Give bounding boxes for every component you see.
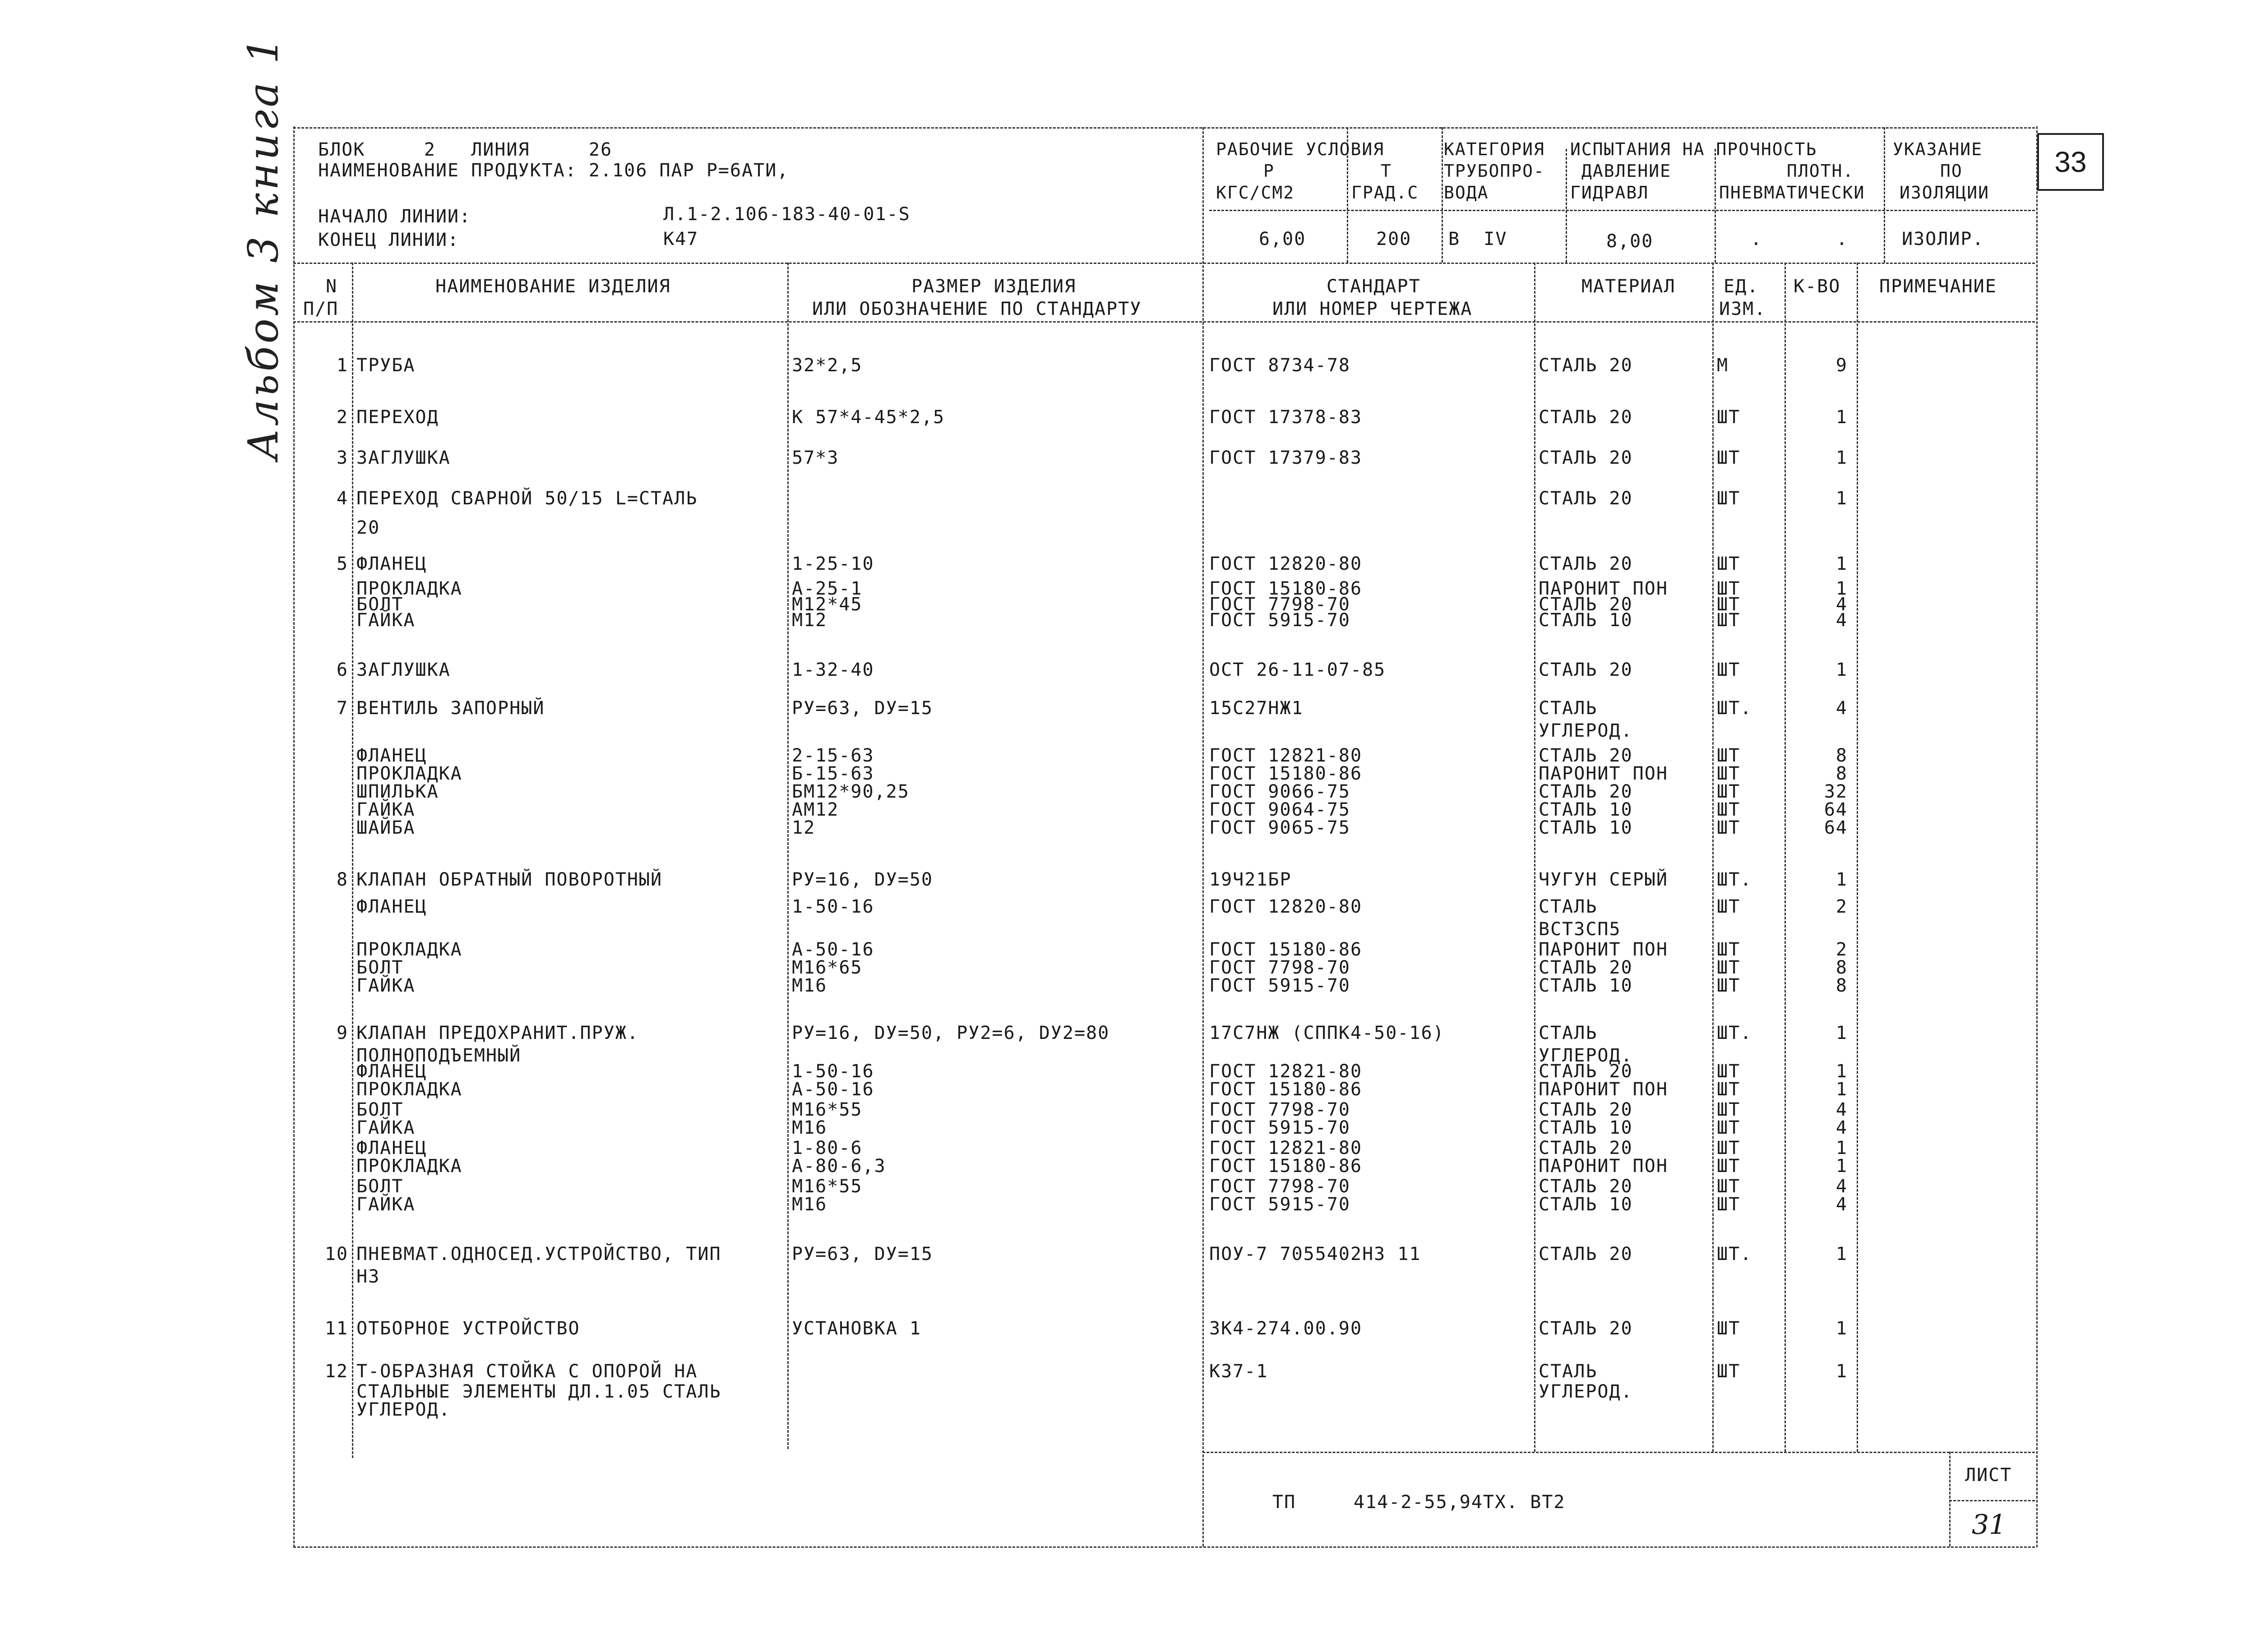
row-unit: ШТ xyxy=(1717,1138,1741,1158)
cond-test-heading: ИСПЫТАНИЯ НА ПРОЧНОСТЬ xyxy=(1570,139,1817,159)
row-qty: 8 xyxy=(1835,763,1848,784)
row-material: СТАЛЬ 20 xyxy=(1539,1099,1633,1120)
row-material: СТАЛЬ 20 xyxy=(1539,355,1633,376)
row-size: РУ=16, DУ=50, РУ2=6, DУ2=80 xyxy=(792,1023,1110,1043)
row-material: СТАЛЬ 20 xyxy=(1539,1138,1633,1158)
row-material: СТАЛЬ 10 xyxy=(1539,1194,1633,1215)
row-size: А-50-16 xyxy=(792,939,874,960)
row-number: 3 xyxy=(336,448,348,468)
cond-rule-2 xyxy=(1442,127,1443,263)
row-size: РУ=63, DУ=15 xyxy=(792,1244,933,1264)
row-name: КЛАПАН ОБРАТНЫЙ ПОВОРОТНЫЙ xyxy=(356,869,663,890)
row-name: ФЛАНЕЦ xyxy=(356,896,427,917)
cond-water-label: ВОДА xyxy=(1444,183,1489,203)
row-unit: ШТ xyxy=(1717,763,1741,784)
col-rule-name xyxy=(787,263,789,1449)
row-qty: 1 xyxy=(1835,554,1848,574)
row-material: СТАЛЬ 10 xyxy=(1539,975,1633,996)
col-header-std-sub: ИЛИ НОМЕР ЧЕРТЕЖА xyxy=(1272,299,1473,319)
row-material: СТАЛЬ 10 xyxy=(1539,610,1633,631)
row-name: ГАЙКА xyxy=(356,610,416,631)
cond-category-heading: КАТЕГОРИЯ xyxy=(1444,139,1545,159)
row-qty: 9 xyxy=(1835,355,1848,376)
row-size: АМ12 xyxy=(792,799,839,820)
row-unit: ШТ xyxy=(1717,799,1741,820)
row-unit: ШТ xyxy=(1717,1079,1741,1100)
row-unit: ШТ xyxy=(1717,957,1741,978)
row-material: СТАЛЬ 20 xyxy=(1539,1244,1633,1264)
row-name: ЗАГЛУШКА xyxy=(356,660,451,680)
row-size: А-50-16 xyxy=(792,1079,874,1100)
col-header-material: МАТЕРИАЛ xyxy=(1581,276,1676,297)
rule-footer-top xyxy=(1202,1452,2035,1453)
row-unit: ШТ xyxy=(1717,610,1741,631)
row-size: 12 xyxy=(792,817,816,838)
cond-category-value: В IV xyxy=(1448,229,1507,249)
row-name: ВЕНТИЛЬ ЗАПОРНЫЙ xyxy=(356,698,545,719)
row-size: М16*55 xyxy=(792,1176,863,1197)
row-unit: ШТ xyxy=(1717,594,1741,615)
row-unit: ШТ xyxy=(1717,975,1741,996)
col-header-qty: К-ВО xyxy=(1794,276,1841,297)
row-qty: 1 xyxy=(1835,1061,1848,1082)
cond-rule-5 xyxy=(1884,127,1885,263)
row-qty: 1 xyxy=(1835,1244,1848,1264)
row-standard: К37-1 xyxy=(1209,1361,1268,1382)
row-name: БОЛТ xyxy=(356,1099,404,1120)
row-material: СТАЛЬ xyxy=(1539,1023,1598,1043)
row-size: 1-50-16 xyxy=(792,896,874,917)
row-size: М16 xyxy=(792,1117,828,1138)
row-unit: ШТ xyxy=(1717,660,1741,680)
row-qty: 4 xyxy=(1835,1117,1848,1138)
footer-tp: ТП xyxy=(1272,1492,1296,1513)
row-standard: ГОСТ 9065-75 xyxy=(1209,817,1350,838)
row-qty: 64 xyxy=(1824,817,1848,838)
row-size: 1-80-6 xyxy=(792,1138,863,1158)
cond-t-unit: ГРАД.С xyxy=(1351,183,1419,203)
row-standard: ГОСТ 12821-80 xyxy=(1209,745,1363,766)
col-header-size-sub: ИЛИ ОБОЗНАЧЕНИЕ ПО СТАНДАРТУ xyxy=(812,299,1142,319)
cond-pneum-value: . xyxy=(1751,229,1763,249)
row-unit: ШТ xyxy=(1717,896,1741,917)
row-name: ПРОКЛАДКА xyxy=(356,1079,462,1100)
row-material: ПАРОНИТ ПОН xyxy=(1539,1079,1668,1100)
sheet-rule xyxy=(1949,1452,1951,1546)
col-header-name: НАИМЕНОВАНИЕ ИЗДЕЛИЯ xyxy=(435,276,671,297)
col-header-note: ПРИМЕЧАНИЕ xyxy=(1879,276,1997,297)
row-name: ГАЙКА xyxy=(356,799,416,820)
row-unit: М xyxy=(1717,355,1729,376)
row-name: ПОЛНОПОДЪЕМНЫЙ xyxy=(356,1045,522,1066)
row-standard: ГОСТ 15180-86 xyxy=(1209,763,1363,784)
line-end-value: К47 xyxy=(663,229,699,249)
row-qty: 1 xyxy=(1835,1138,1848,1158)
cond-p-label: Р xyxy=(1263,161,1275,181)
rule-cond-mid xyxy=(1209,210,2035,211)
row-size: УСТАНОВКА 1 xyxy=(792,1318,921,1339)
row-size: 32*2,5 xyxy=(792,355,863,376)
row-material: ВСТ3СП5 xyxy=(1539,919,1621,940)
row-standard: ГОСТ 9064-75 xyxy=(1209,799,1350,820)
row-qty: 32 xyxy=(1824,781,1848,802)
row-standard: ГОСТ 8734-78 xyxy=(1209,355,1350,376)
footer-doc-number: 414-2-55,94ТХ. ВТ2 xyxy=(1354,1492,1566,1513)
line-end-label: КОНЕЦ ЛИНИИ: xyxy=(318,230,459,250)
row-qty: 1 xyxy=(1835,1361,1848,1382)
row-qty: 2 xyxy=(1835,896,1848,917)
row-qty: 1 xyxy=(1835,1023,1848,1043)
row-material: СТАЛЬ 10 xyxy=(1539,1117,1633,1138)
row-name: КЛАПАН ПРЕДОХРАНИТ.ПРУЖ. xyxy=(356,1023,639,1043)
col-header-n: N xyxy=(326,276,338,297)
row-name: БОЛТ xyxy=(356,1176,404,1197)
col-rule-size xyxy=(1202,127,1204,1546)
row-name: ФЛАНЕЦ xyxy=(356,1138,427,1158)
row-name: НЗ xyxy=(356,1266,380,1287)
cond-hydr-value: 8,00 xyxy=(1606,231,1654,252)
row-standard: ГОСТ 7798-70 xyxy=(1209,594,1350,615)
row-material: СТАЛЬ 20 xyxy=(1539,407,1633,428)
row-material: СТАЛЬ 20 xyxy=(1539,594,1633,615)
row-unit: ШТ xyxy=(1717,1318,1741,1339)
row-name: ГАЙКА xyxy=(356,975,416,996)
row-size: К 57*4-45*2,5 xyxy=(792,407,945,428)
row-size: Б-15-63 xyxy=(792,763,874,784)
row-qty: 8 xyxy=(1835,745,1848,766)
row-qty: 4 xyxy=(1835,1099,1848,1120)
row-size: М16 xyxy=(792,1194,828,1215)
row-size: БМ12*90,25 xyxy=(792,781,910,802)
row-number: 2 xyxy=(336,407,348,428)
row-name: СТАЛЬНЫЕ ЭЛЕМЕНТЫ ДЛ.1.05 СТАЛЬ xyxy=(356,1381,721,1402)
row-qty: 4 xyxy=(1835,610,1848,631)
row-material: ПАРОНИТ ПОН xyxy=(1539,763,1668,784)
cond-work-heading: РАБОЧИЕ УСЛОВИЯ xyxy=(1216,139,1385,159)
row-standard: ГОСТ 17379-83 xyxy=(1209,448,1363,468)
row-material: ПАРОНИТ ПОН xyxy=(1539,939,1668,960)
rule-header-bottom xyxy=(293,263,2035,264)
row-standard: ГОСТ 15180-86 xyxy=(1209,1079,1363,1100)
row-size: 1-32-40 xyxy=(792,660,874,680)
row-number: 9 xyxy=(336,1023,348,1043)
row-unit: ШТ xyxy=(1717,1361,1741,1382)
row-standard: ГОСТ 12820-80 xyxy=(1209,896,1363,917)
row-standard: 17С7НЖ (СППК4-50-16) xyxy=(1209,1023,1445,1043)
col-header-unit-sub: ИЗМ. xyxy=(1719,299,1766,319)
row-qty: 4 xyxy=(1835,1194,1848,1215)
rule-sheet-mid xyxy=(1949,1500,2035,1501)
row-standard: ГОСТ 5915-70 xyxy=(1209,1117,1350,1138)
row-standard: ПОУ-7 7055402НЗ 11 xyxy=(1209,1244,1421,1264)
line-start-label: НАЧАЛО ЛИНИИ: xyxy=(318,206,472,227)
row-number: 8 xyxy=(336,869,348,890)
cond-rule-3 xyxy=(1566,149,1567,263)
row-standard: ЗК4-274.00.90 xyxy=(1209,1318,1363,1339)
row-standard: ГОСТ 7798-70 xyxy=(1209,1176,1350,1197)
row-name: БОЛТ xyxy=(356,957,404,978)
row-name: Т-ОБРАЗНАЯ СТОЙКА С ОПОРОЙ НА xyxy=(356,1361,698,1382)
row-standard: 19Ч21БР xyxy=(1209,869,1292,890)
row-number: 11 xyxy=(324,1318,348,1339)
row-qty: 1 xyxy=(1835,660,1848,680)
col-rule-mat xyxy=(1712,263,1714,1452)
row-standard: ГОСТ 5915-70 xyxy=(1209,610,1350,631)
row-name: 20 xyxy=(356,517,380,538)
footer-sheet-value: 31 xyxy=(1972,1509,2006,1541)
row-qty: 2 xyxy=(1835,939,1848,960)
row-material: СТАЛЬ 20 xyxy=(1539,745,1633,766)
cond-t-label: Т xyxy=(1381,161,1392,181)
row-qty: 1 xyxy=(1835,869,1848,890)
row-name: ГАЙКА xyxy=(356,1194,416,1215)
row-size: 1-25-10 xyxy=(792,554,874,574)
row-name: ОТБОРНОЕ УСТРОЙСТВО xyxy=(356,1318,580,1339)
col-header-np: П/П xyxy=(303,299,339,319)
row-material: ЧУГУН СЕРЫЙ xyxy=(1539,869,1668,890)
row-unit: ШТ xyxy=(1717,554,1741,574)
rule-bottom xyxy=(293,1546,2035,1548)
row-name: ПЕРЕХОД СВАРНОЙ 50/15 L=СТАЛЬ xyxy=(356,488,698,509)
row-size: 57*3 xyxy=(792,448,839,468)
row-unit: ШТ xyxy=(1717,1156,1741,1177)
row-standard: ГОСТ 12821-80 xyxy=(1209,1138,1363,1158)
row-unit: ШТ xyxy=(1717,448,1741,468)
row-unit: ШТ. xyxy=(1717,869,1752,890)
row-unit: ШТ. xyxy=(1717,1023,1752,1043)
row-material: СТАЛЬ 20 xyxy=(1539,1318,1633,1339)
row-unit: ШТ. xyxy=(1717,1244,1752,1264)
row-size: 1-50-16 xyxy=(792,1061,874,1082)
row-material: СТАЛЬ 20 xyxy=(1539,488,1633,509)
row-qty: 1 xyxy=(1835,578,1848,599)
cond-insul-value: ИЗОЛИР. xyxy=(1902,229,1984,249)
row-standard: ГОСТ 15180-86 xyxy=(1209,578,1363,599)
row-standard: ГОСТ 15180-86 xyxy=(1209,1156,1363,1177)
footer-sheet-label: ЛИСТ xyxy=(1965,1465,2012,1486)
row-unit: ШТ xyxy=(1717,939,1741,960)
cond-p-value: 6,00 xyxy=(1259,229,1306,249)
row-name: БОЛТ xyxy=(356,594,404,615)
col-rule-qty xyxy=(1857,263,1858,1452)
cond-rule-4 xyxy=(1715,149,1716,263)
row-name: ЗАГЛУШКА xyxy=(356,448,451,468)
row-size: А-25-1 xyxy=(792,578,863,599)
row-material: СТАЛЬ xyxy=(1539,896,1598,917)
row-size: РУ=63, DУ=15 xyxy=(792,698,933,719)
row-qty: 4 xyxy=(1835,1176,1848,1197)
header-block-line: БЛОК 2 ЛИНИЯ 26 xyxy=(318,139,613,160)
cond-po-label: ПО xyxy=(1940,161,1963,181)
sheet-number-box: 33 xyxy=(2037,133,2104,191)
cond-density-value: . xyxy=(1836,229,1849,249)
row-material: СТАЛЬ xyxy=(1539,698,1598,719)
row-number: 10 xyxy=(324,1244,348,1264)
row-unit: ШТ xyxy=(1717,488,1741,509)
row-qty: 1 xyxy=(1835,448,1848,468)
row-number: 6 xyxy=(336,660,348,680)
row-standard: ГОСТ 7798-70 xyxy=(1209,1099,1350,1120)
row-name: ШПИЛЬКА xyxy=(356,781,439,802)
rule-top xyxy=(293,127,2035,129)
row-name: ФЛАНЕЦ xyxy=(356,1061,427,1082)
row-qty: 1 xyxy=(1835,488,1848,509)
row-name: ПЕРЕХОД xyxy=(356,407,439,428)
col-rule-std xyxy=(1534,263,1535,1452)
row-material: ПАРОНИТ ПОН xyxy=(1539,1156,1668,1177)
row-name: ШАЙБА xyxy=(356,817,416,838)
row-size: М16 xyxy=(792,975,828,996)
header-product-line: НАИМЕНОВАНИЕ ПРОДУКТА: 2.106 ПАР Р=6АТИ, xyxy=(318,160,789,181)
row-standard: ГОСТ 12820-80 xyxy=(1209,554,1363,574)
row-unit: ШТ xyxy=(1717,1194,1741,1215)
row-material: СТАЛЬ 20 xyxy=(1539,554,1633,574)
row-standard: ГОСТ 15180-86 xyxy=(1209,939,1363,960)
cond-pneum-label: ПНЕВМАТИЧЕСКИ xyxy=(1719,183,1865,203)
row-name: ФЛАНЕЦ xyxy=(356,745,427,766)
row-standard: ГОСТ 17378-83 xyxy=(1209,407,1363,428)
row-number: 1 xyxy=(336,355,348,376)
row-standard: ГОСТ 5915-70 xyxy=(1209,1194,1350,1215)
col-header-unit: ЕД. xyxy=(1724,276,1759,297)
row-qty: 64 xyxy=(1824,799,1848,820)
row-size: М16*65 xyxy=(792,957,863,978)
row-material: УГЛЕРОД. xyxy=(1539,720,1633,741)
row-standard: ОСТ 26-11-07-85 xyxy=(1209,660,1386,680)
row-unit: ШТ xyxy=(1717,817,1741,838)
row-qty: 1 xyxy=(1835,407,1848,428)
row-material: СТАЛЬ 10 xyxy=(1539,817,1633,838)
row-material: ПАРОНИТ ПОН xyxy=(1539,578,1668,599)
cond-hydr-label: ГИДРАВЛ xyxy=(1570,183,1649,203)
margin-note: Альбом 3 книга 1 xyxy=(239,34,287,460)
row-name: ТРУБА xyxy=(356,355,416,376)
row-unit: ШТ xyxy=(1717,1176,1741,1197)
row-name: ПРОКЛАДКА xyxy=(356,1156,462,1177)
row-material: СТАЛЬ 20 xyxy=(1539,1061,1633,1082)
cond-pressure-label: ДАВЛЕНИЕ xyxy=(1581,161,1672,181)
row-material: СТАЛЬ 20 xyxy=(1539,448,1633,468)
row-material: СТАЛЬ xyxy=(1539,1361,1598,1382)
row-standard: 15С27НЖ1 xyxy=(1209,698,1304,719)
cond-t-value: 200 xyxy=(1376,229,1412,249)
row-name: УГЛЕРОД. xyxy=(356,1399,451,1420)
cond-pipe-label: ТРУБОПРО- xyxy=(1444,161,1545,181)
row-material: СТАЛЬ 20 xyxy=(1539,781,1633,802)
row-standard: ГОСТ 12821-80 xyxy=(1209,1061,1363,1082)
cond-p-unit: КГС/СМ2 xyxy=(1216,183,1295,203)
row-qty: 1 xyxy=(1835,1156,1848,1177)
row-unit: ШТ xyxy=(1717,1117,1741,1138)
row-name: ФЛАНЕЦ xyxy=(356,554,427,574)
row-unit: ШТ xyxy=(1717,745,1741,766)
row-standard: ГОСТ 5915-70 xyxy=(1209,975,1350,996)
row-unit: ШТ xyxy=(1717,578,1741,599)
cond-insul-label: ИЗОЛЯЦИИ xyxy=(1900,183,1990,203)
col-header-std: СТАНДАРТ xyxy=(1327,276,1421,297)
cond-density-label: ПЛОТН. xyxy=(1787,161,1854,181)
row-number: 7 xyxy=(336,698,348,719)
row-qty: 1 xyxy=(1835,1079,1848,1100)
row-name: ПРОКЛАДКА xyxy=(356,939,462,960)
row-qty: 4 xyxy=(1835,594,1848,615)
row-unit: ШТ. xyxy=(1717,698,1752,719)
row-size: А-80-6,3 xyxy=(792,1156,886,1177)
row-size: РУ=16, DУ=50 xyxy=(792,869,933,890)
row-unit: ШТ xyxy=(1717,407,1741,428)
row-name: ПРОКЛАДКА xyxy=(356,578,462,599)
row-number: 12 xyxy=(324,1361,348,1382)
row-size: М12 xyxy=(792,610,828,631)
row-size: М16*55 xyxy=(792,1099,863,1120)
row-number: 5 xyxy=(336,554,348,574)
row-name: ПРОКЛАДКА xyxy=(356,763,462,784)
row-standard: ГОСТ 9066-75 xyxy=(1209,781,1350,802)
row-material: СТАЛЬ 10 xyxy=(1539,799,1633,820)
row-name: ГАЙКА xyxy=(356,1117,416,1138)
row-material: СТАЛЬ 20 xyxy=(1539,1176,1633,1197)
row-number: 4 xyxy=(336,488,348,509)
row-material: СТАЛЬ 20 xyxy=(1539,660,1633,680)
row-unit: ШТ xyxy=(1717,781,1741,802)
cond-insul-heading: УКАЗАНИЕ xyxy=(1893,139,1983,159)
line-start-value: Л.1-2.106-183-40-01-S xyxy=(663,204,911,225)
row-unit: ШТ xyxy=(1717,1099,1741,1120)
row-size: М12*45 xyxy=(792,594,863,615)
row-material: УГЛЕРОД. xyxy=(1539,1381,1633,1402)
row-standard: ГОСТ 7798-70 xyxy=(1209,957,1350,978)
row-qty: 8 xyxy=(1835,957,1848,978)
row-material: УГЛЕРОД. xyxy=(1539,1045,1633,1066)
row-qty: 8 xyxy=(1835,975,1848,996)
row-qty: 1 xyxy=(1835,1318,1848,1339)
rule-columns-bottom xyxy=(293,321,2035,323)
row-size: 2-15-63 xyxy=(792,745,874,766)
row-qty: 4 xyxy=(1835,698,1848,719)
col-rule-unit xyxy=(1784,263,1786,1452)
row-name: ПНЕВМАТ.ОДНОСЕД.УСТРОЙСТВО, ТИП xyxy=(356,1244,721,1264)
row-unit: ШТ xyxy=(1717,1061,1741,1082)
col-header-size: РАЗМЕР ИЗДЕЛИЯ xyxy=(911,276,1077,297)
row-material: СТАЛЬ 20 xyxy=(1539,957,1633,978)
col-rule-n xyxy=(352,263,353,1458)
